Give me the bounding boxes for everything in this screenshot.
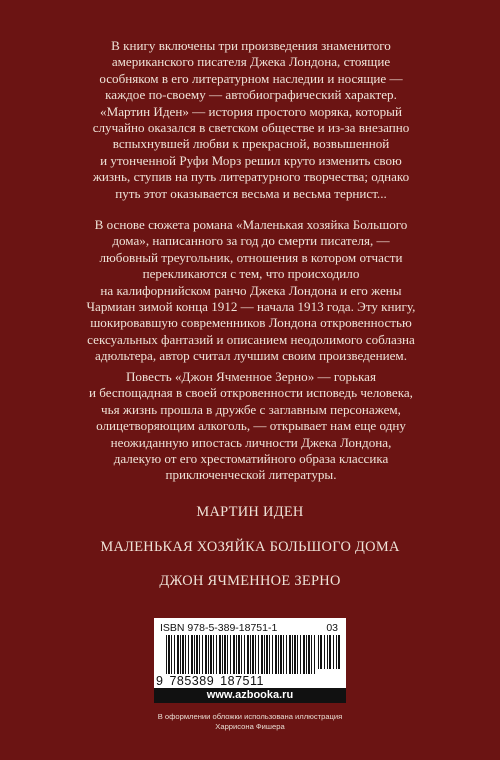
- illustration-credit-line-2: Харрисона Фишера: [215, 722, 285, 731]
- text-line: чья жизнь прошла в дружбе с заглавным персонажем,: [101, 401, 401, 417]
- annotation-paragraph-1: [70, 38, 432, 202]
- barcode-addon-bars: [318, 635, 340, 669]
- text-line: сексуальных фантазий и описанием неодолимого соблазна: [87, 331, 415, 347]
- barcode-digits: [156, 674, 342, 688]
- text-line: особняком в его литературном наследии и носящие —: [99, 70, 403, 86]
- text-line: «Мартин Иден» — история простого моряка, который: [100, 103, 402, 119]
- book-title-martin-eden: МАРТИН ИДЕН: [196, 504, 304, 520]
- book-title-little-lady: МАЛЕНЬКАЯ ХОЗЯЙКА БОЛЬШОГО ДОМА: [100, 539, 400, 555]
- text-line: Чармиан зимой конца 1912 — начала 1913 года. Эту книгу,: [86, 299, 416, 315]
- isbn-text: ISBN 978-5-389-18751-1: [160, 622, 278, 634]
- text-line: и утонченной Руфи Морз решил круто изменить свою: [100, 152, 402, 168]
- text-line: неожиданную ипостась личности Джека Лондона,: [110, 434, 392, 450]
- barcode-prefix-digit: 9: [156, 674, 164, 688]
- text-line: далекую от его хрестоматийного образа классика: [113, 451, 389, 467]
- text-line: американского писателя Джека Лондона, стоящие: [111, 54, 391, 70]
- barcode-addon-code: 03: [326, 622, 338, 634]
- text-line: В основе сюжета романа «Маленькая хозяйка Большого: [94, 217, 408, 232]
- text-line: случайно оказался в светском обществе и из-за внезапно: [92, 120, 410, 136]
- text-line: олицетворяющим алкоголь, — открывает нам еще одну: [96, 418, 406, 434]
- text-line: перекликаются с тем, что происходило: [142, 266, 360, 282]
- text-line: вспыхнувшей любви к прекрасной, возвышенной: [112, 136, 390, 152]
- book-title-john-barleycorn: ДЖОН ЯЧМЕННОЕ ЗЕРНО: [159, 573, 341, 589]
- text-line: приключенческой литературы.: [165, 467, 337, 483]
- barcode-digit-group-1: 785389: [169, 674, 215, 688]
- isbn-line: [160, 622, 338, 634]
- text-line: и беспощадная в своей откровенности исповедь человека,: [89, 385, 413, 401]
- text-line: жизнь, ступив на путь литературного творчества; однако: [92, 169, 410, 185]
- text-line: адюльтера, автор считал лучшим своим произведением.: [95, 348, 407, 364]
- publisher-website: www.azbooka.ru: [154, 688, 346, 703]
- text-line: шокировавшую современников Лондона откровенностью: [90, 315, 412, 331]
- text-line: каждое по-своему — автобиографический характер.: [105, 87, 397, 103]
- barcode-digit-group-2: 187511: [220, 674, 264, 688]
- barcode-bars: [166, 635, 316, 677]
- text-line: путь этот оказывается весьма и весьма тернист...: [115, 185, 387, 201]
- annotation-paragraph-3: [70, 369, 432, 484]
- text-line: Повесть «Джон Ячменное Зерно» — горькая: [125, 369, 377, 384]
- text-line: на калифорнийском ранчо Джека Лондона и его жены: [100, 282, 402, 298]
- annotation-paragraph-2: [70, 217, 432, 365]
- isbn-barcode: [154, 618, 346, 703]
- text-line: дома», написанного за год до смерти писателя, —: [112, 233, 390, 249]
- text-line: В книгу включены три произведения знаменитого: [111, 38, 391, 53]
- text-line: любовный треугольник, отношения в котором отчасти: [99, 249, 403, 265]
- illustration-credit-line-1: В оформлении обложки использована иллюстрация: [157, 712, 343, 721]
